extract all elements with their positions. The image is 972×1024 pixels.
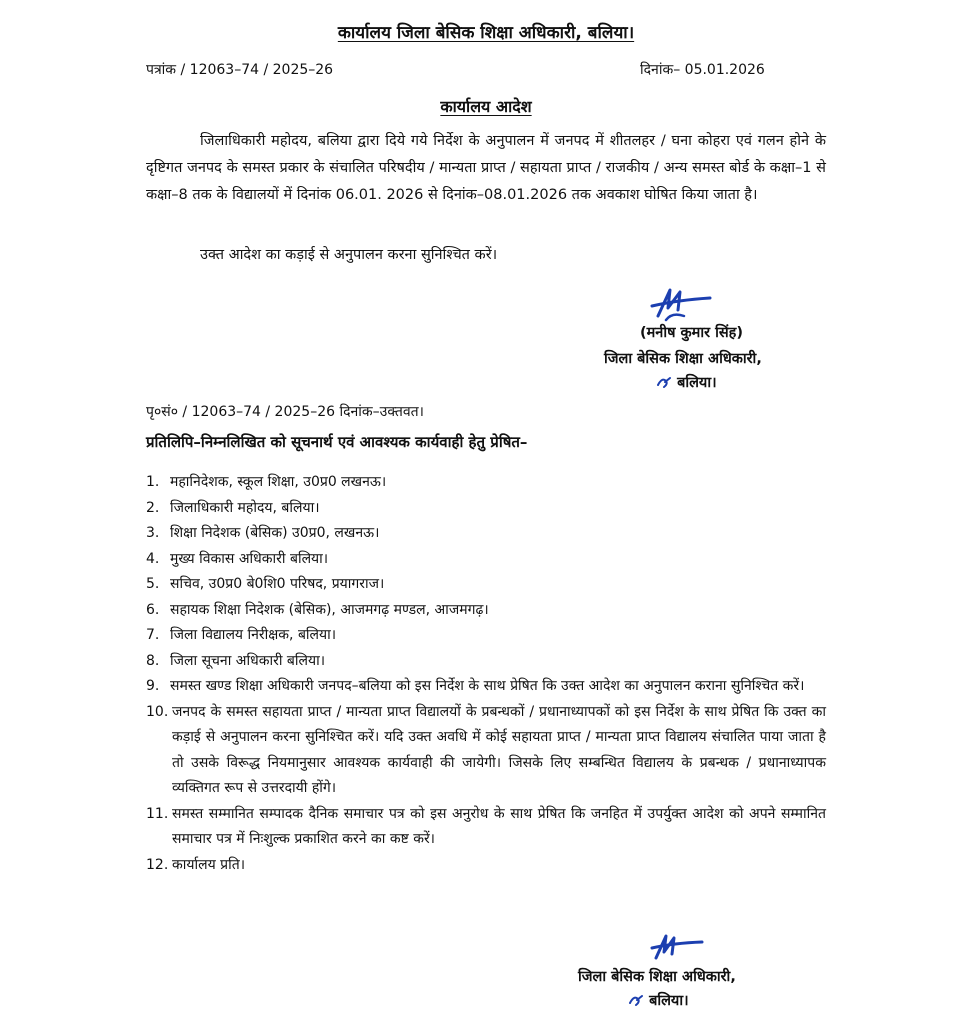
reference-number: पत्रांक / 12063–74 / 2025–26 bbox=[146, 62, 334, 78]
list-item: 2. जिलाधिकारी महोदय, बलिया। bbox=[146, 499, 320, 516]
copy-recipient-list bbox=[146, 470, 826, 878]
office-title: कार्यालय जिला बेसिक शिक्षा अधिकारी, बलिया। bbox=[337, 23, 635, 43]
list-item: 1. महानिदेशक, स्कूल शिक्षा, उ0प्र0 लखनऊ। bbox=[146, 474, 387, 490]
list-item: 12. कार्यालय प्रति। bbox=[146, 856, 246, 873]
copy-heading: प्रतिलिपि–निम्नलिखित को सूचनार्थ एवं आवश्यक कार्यवाही हेतु प्रेषित– bbox=[146, 433, 528, 451]
list-item: 10. जनपद के समस्त सहायता प्राप्त / मान्यता प्राप्त विद्यालयों के प्रबन्धकों / प्रधानाध्यापकों को इस निर्देश के साथ प्रेषित कि उक्त का कड़ाई से अनुपालन करना सुनिश्चित करें। यदि उक्त अवधि में कोई सहायता प्राप्त / मान्यता प्राप्त विद्यालय संचालित पाया जाता है तो उसके विरूद्ध नियमानुसार आवश्यक कार्यवाही की जायेगी। जिसके लिए सम्बन्धित विद्यालय के प्रबन्धक / प्रधानाध्यापक व्यक्तिगत रूप से उत्तरदायी होंगे। bbox=[146, 703, 826, 796]
list-item: 3. शिक्षा निदेशक (बेसिक) उ0प्र0, लखनऊ। bbox=[146, 525, 380, 541]
handwritten-signature-icon bbox=[648, 932, 708, 962]
issue-date: दिनांक– 05.01.2026 bbox=[640, 62, 765, 78]
list-item: 8. जिला सूचना अधिकारी बलिया। bbox=[146, 652, 326, 669]
list-item: 11. समस्त सम्मानित सम्पादक दैनिक समाचार पत्र को इस अनुरोध के साथ प्रेषित कि जनहित में उपर्युक्त आदेश को अपने सम्मानित समाचार पत्र में निःशुल्क प्रकाशित करने का कष्ट करें। bbox=[146, 805, 826, 847]
compliance-instruction: उक्त आदेश का कड़ाई से अनुपालन करना सुनिश्चित करें। bbox=[200, 247, 498, 263]
handwritten-initial-icon bbox=[628, 993, 644, 1007]
officer-name: (मनीष कुमार सिंह) bbox=[640, 325, 743, 341]
list-item: 5. सचिव, उ0प्र0 बे0शि0 परिषद, प्रयागराज। bbox=[146, 576, 385, 592]
closing-designation: जिला बेसिक शिक्षा अधिकारी, bbox=[578, 969, 736, 985]
order-paragraph: जिलाधिकारी महोदय, बलिया द्वारा दिये गये निर्देश के अनुपालन में जनपद में शीतलहर / घना कोहरा एवं गलन होने के दृष्टिगत जनपद के समस्त प्रकार के संचालित परिषदीय / मान्यता प्राप्त / सहायता प्राप्त / राजकीय / अन्य समस्त बोर्ड के कक्षा–1 से कक्षा–8 तक के विद्यालयों में दिनांक 06.01. 2026 से दिनांक–08.01.2026 तक अवकाश घोषित किया जाता है। bbox=[146, 133, 826, 203]
list-item: 6. सहायक शिक्षा निदेशक (बेसिक), आजमगढ़ मण्डल, आजमगढ़। bbox=[146, 601, 489, 618]
handwritten-initial-icon bbox=[656, 375, 672, 389]
list-item: 7. जिला विद्यालय निरीक्षक, बलिया। bbox=[146, 627, 337, 643]
handwritten-signature-icon bbox=[648, 286, 718, 322]
list-item: 9. समस्त खण्ड शिक्षा अधिकारी जनपद–बलिया को इस निर्देश के साथ प्रेषित कि उक्त आदेश का अनुपालन कराना सुनिश्चित करें। bbox=[146, 678, 805, 694]
list-item: 4. मुख्य विकास अधिकारी बलिया। bbox=[146, 550, 329, 567]
officer-designation: जिला बेसिक शिक्षा अधिकारी, bbox=[604, 351, 762, 367]
copy-reference-line: पृ०सं० / 12063–74 / 2025–26 दिनांक–उक्तवत। bbox=[146, 404, 424, 420]
order-subject: कार्यालय आदेश bbox=[440, 97, 532, 116]
closing-place: बलिया। bbox=[628, 990, 689, 1010]
officer-place: बलिया। bbox=[656, 372, 717, 392]
